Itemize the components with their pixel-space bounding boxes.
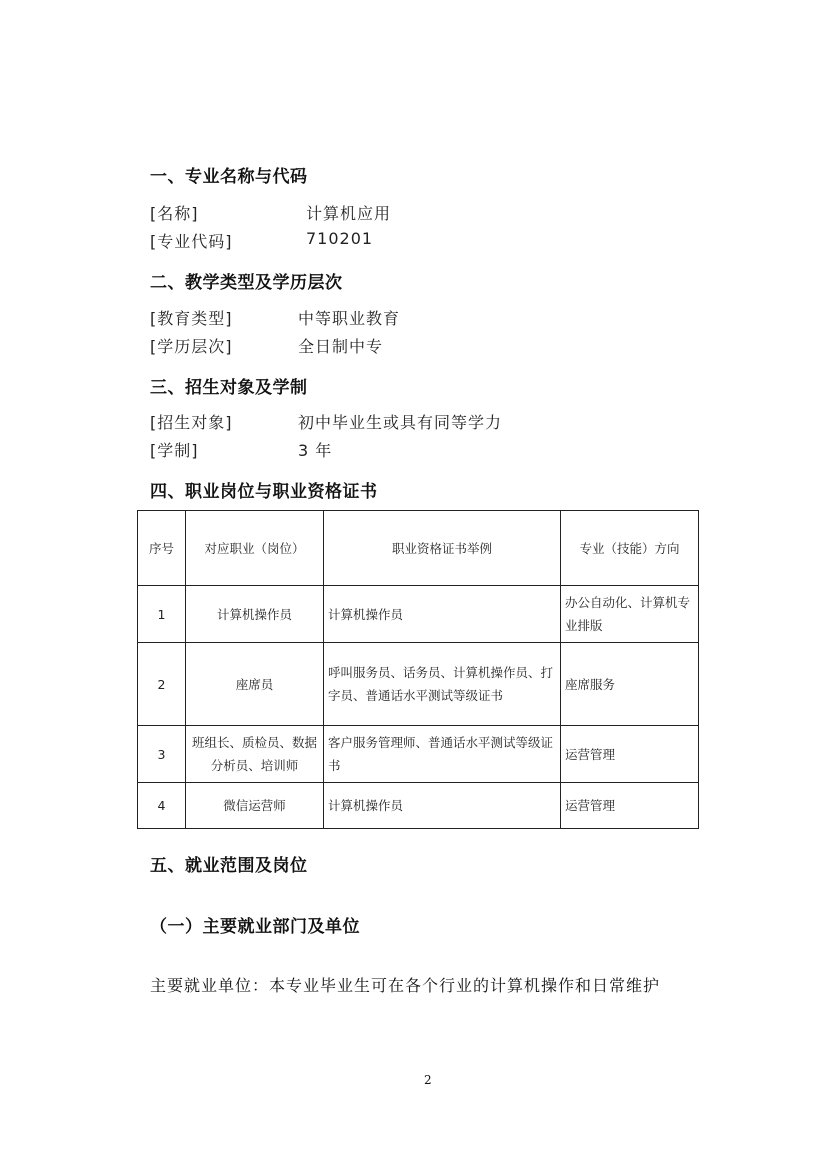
enroll-target-value: 初中毕业生或具有同等学力 [298, 413, 503, 432]
sub-heading: （一）主要就业部门及单位 [150, 917, 360, 937]
enroll-target-label: [招生对象] [150, 413, 233, 432]
table-cell: 客户服务管理师、普通话水平测试等级证书 [324, 726, 561, 783]
header-cell: 专业（技能）方向 [561, 511, 699, 586]
section-2-heading: 二、教学类型及学历层次 [150, 273, 343, 293]
table-cell: 办公自动化、计算机专业排版 [561, 586, 699, 643]
body-paragraph: 主要就业单位：本专业毕业生可在各个行业的计算机操作和日常维护 [150, 976, 661, 995]
table-cell: 计算机操作员 [324, 586, 561, 643]
edu-type-value: 中等职业教育 [298, 309, 401, 328]
table-cell: 运营管理 [561, 783, 699, 829]
name-value: 计算机应用 [306, 204, 392, 223]
section-3-heading: 三、招生对象及学制 [150, 378, 308, 398]
table-cell: 3 [138, 726, 186, 783]
table-row [138, 586, 699, 643]
header-cell: 序号 [138, 511, 186, 586]
code-label: [专业代码] [150, 232, 233, 251]
code-value: 710201 [306, 229, 374, 248]
section-5-heading: 五、就业范围及岗位 [150, 856, 308, 876]
duration-label: [学制] [150, 441, 199, 460]
occupation-table [137, 510, 699, 829]
edu-level-value: 全日制中专 [298, 337, 384, 356]
header-cell: 职业资格证书举例 [324, 511, 561, 586]
section-1-heading: 一、专业名称与代码 [150, 167, 308, 187]
page-number: 2 [424, 1073, 432, 1087]
table-cell: 运营管理 [561, 726, 699, 783]
section-4-heading: 四、职业岗位与职业资格证书 [150, 482, 378, 502]
table-row [138, 783, 699, 829]
table-row [138, 726, 699, 783]
table-cell: 计算机操作员 [186, 586, 324, 643]
table-cell: 呼叫服务员、话务员、计算机操作员、打字员、普通话水平测试等级证书 [324, 643, 561, 726]
table-cell: 座席员 [186, 643, 324, 726]
table-cell: 计算机操作员 [324, 783, 561, 829]
edu-type-label: [教育类型] [150, 309, 233, 328]
table-cell: 班组长、质检员、数据分析员、培训师 [186, 726, 324, 783]
table-row [138, 643, 699, 726]
table-cell: 座席服务 [561, 643, 699, 726]
table-header-row [138, 511, 699, 586]
edu-level-label: [学历层次] [150, 337, 233, 356]
duration-value: 3 年 [298, 441, 333, 460]
table-cell: 4 [138, 783, 186, 829]
table-cell: 1 [138, 586, 186, 643]
table-cell: 2 [138, 643, 186, 726]
header-cell: 对应职业（岗位） [186, 511, 324, 586]
name-label: [名称] [150, 204, 199, 223]
table-cell: 微信运营师 [186, 783, 324, 829]
